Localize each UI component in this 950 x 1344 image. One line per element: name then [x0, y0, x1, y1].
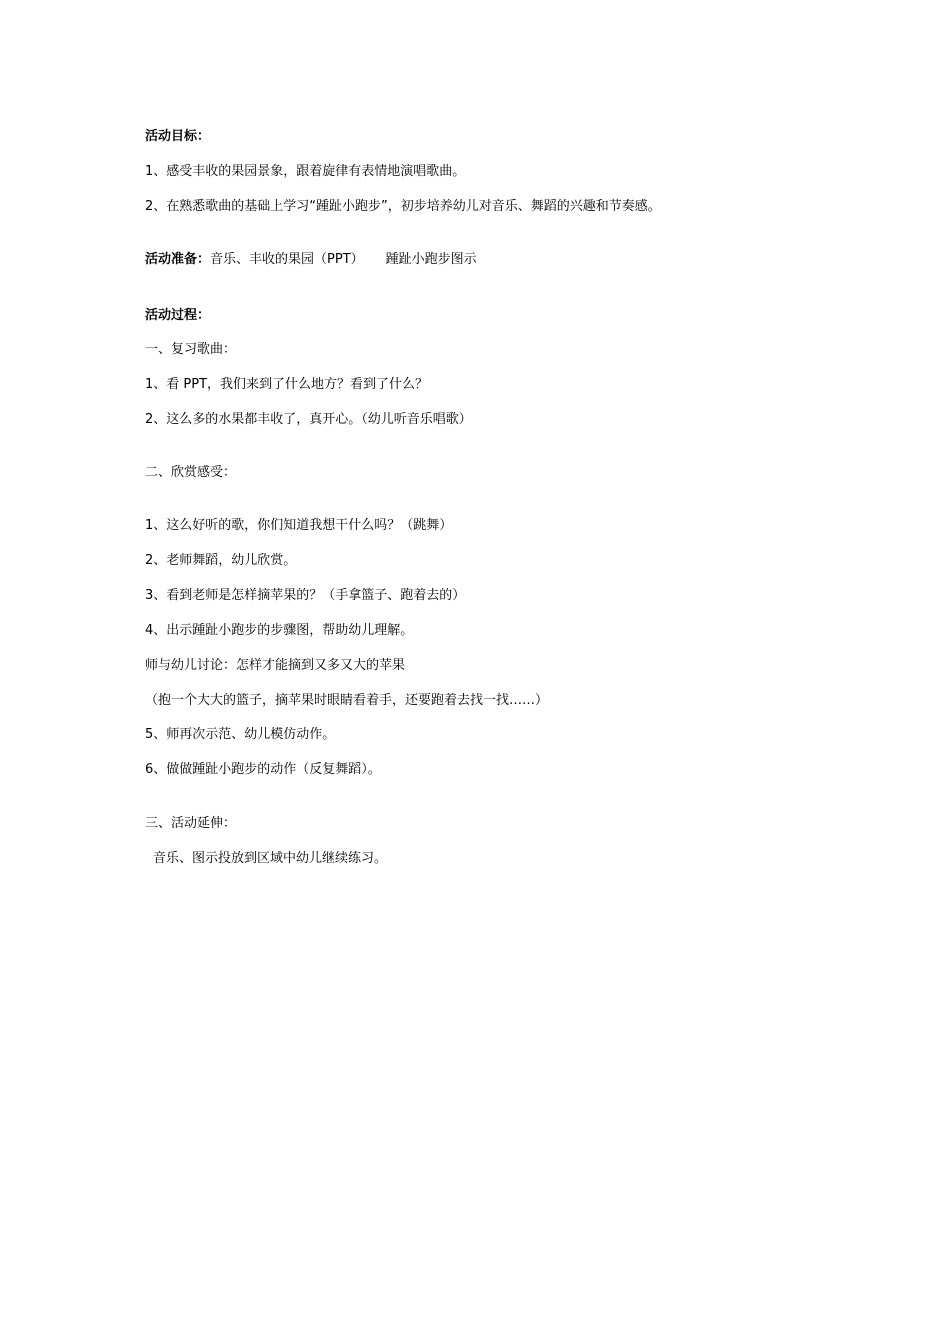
- goal-item-2: 2、在熟悉歌曲的基础上学习“踵趾小跑步”，初步培养幼儿对音乐、舞蹈的兴趣和节奏感。: [145, 199, 661, 214]
- part3-text: 音乐、图示投放到区域中幼儿继续练习。: [153, 851, 388, 866]
- part2-item-3: 3、看到老师是怎样摘苹果的？（手拿篮子、跑着去的）: [145, 588, 466, 603]
- preparation-line: [145, 251, 477, 269]
- part1-item-2: 2、这么多的水果都丰收了，真开心。（幼儿听音乐唱歌）: [145, 412, 472, 427]
- part1-title: 一、复习歌曲：: [145, 342, 237, 357]
- part1-item-1: 1、看 PPT，我们来到了什么地方？看到了什么？: [145, 377, 429, 392]
- part2-item-4: 4、出示踵趾小跑步的步骤图，帮助幼儿理解。: [145, 623, 414, 638]
- part2-item-6: （抱一个大大的篮子，摘苹果时眼睛看着手，还要跑着去找一找……）: [145, 693, 549, 708]
- goals-heading: 活动目标：: [145, 129, 211, 144]
- preparation-text-1: 音乐、丰收的果园（PPT）: [210, 252, 364, 267]
- part2-item-2: 2、老师舞蹈，幼儿欣赏。: [145, 553, 297, 568]
- preparation-heading: 活动准备：: [145, 252, 211, 267]
- part2-item-8: 6、做做踵趾小跑步的动作（反复舞蹈）。: [145, 762, 381, 777]
- part2-title: 二、欣赏感受：: [145, 465, 237, 480]
- preparation-text-2: 踵趾小跑步图示: [385, 252, 477, 267]
- part2-item-1: 1、这么好听的歌，你们知道我想干什么吗？（跳舞）: [145, 518, 453, 533]
- goal-item-1: 1、感受丰收的果园景象，跟着旋律有表情地演唱歌曲。: [145, 164, 466, 179]
- part3-title: 三、活动延伸：: [145, 816, 237, 831]
- process-heading: 活动过程：: [145, 308, 211, 323]
- part2-item-7: 5、师再次示范、幼儿模仿动作。: [145, 727, 336, 742]
- part2-item-5: 师与幼儿讨论：怎样才能摘到又多又大的苹果: [145, 658, 406, 673]
